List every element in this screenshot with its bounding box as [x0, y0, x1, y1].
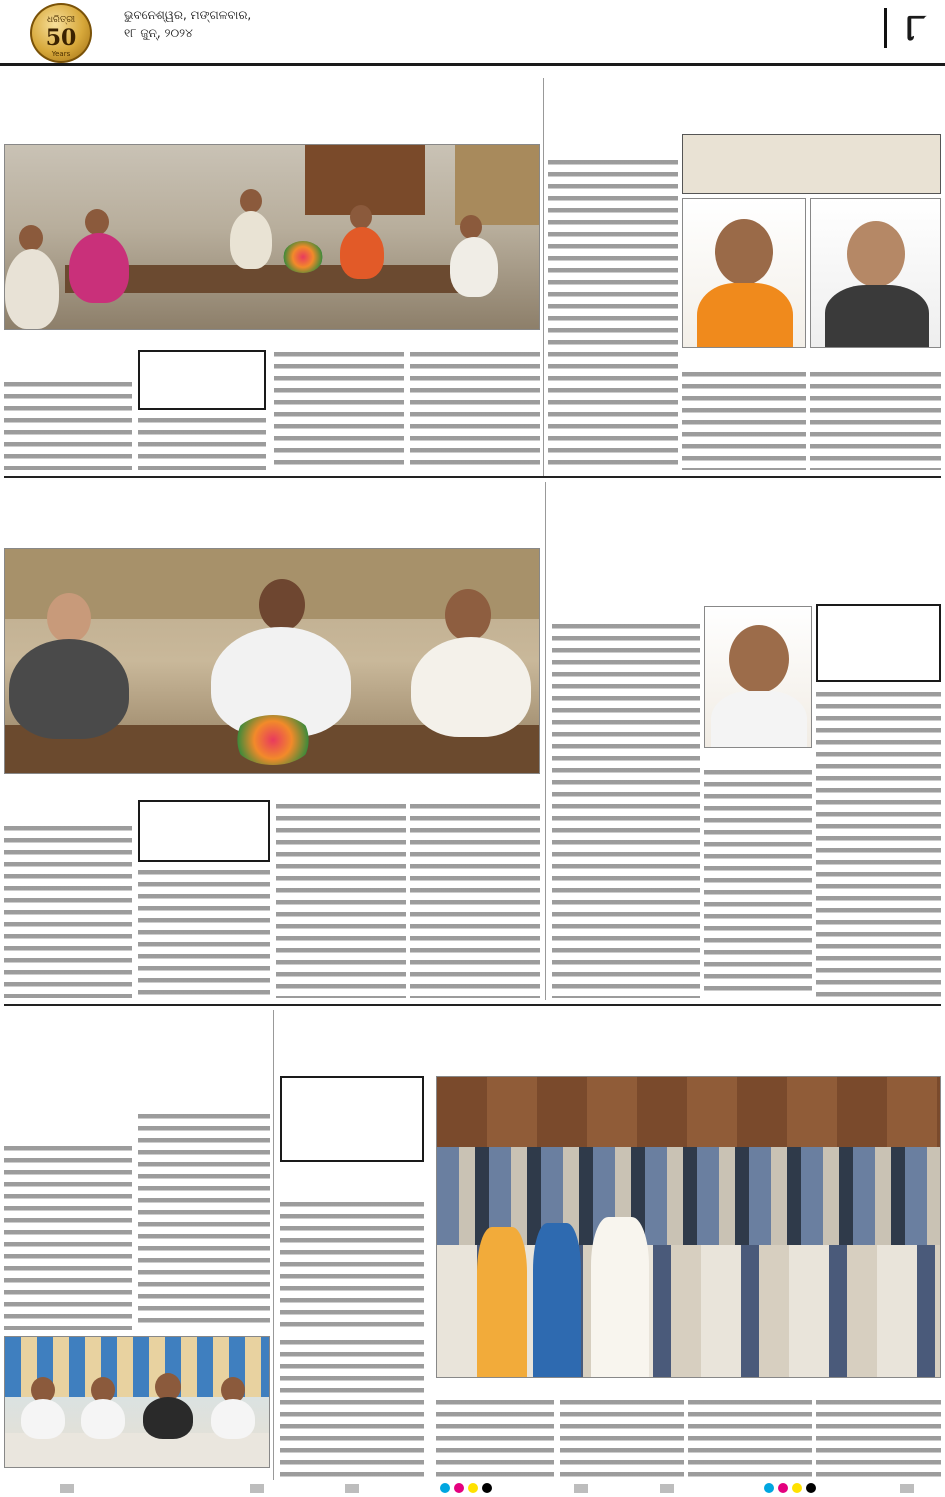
story-top-right-text-col-3 [810, 368, 941, 470]
dateline-place-day: ଭୁବନେଶ୍ୱର, ମଙ୍ଗଳବାର, [124, 8, 252, 22]
person-body [143, 1397, 193, 1439]
person-body [5, 249, 59, 329]
registration-dot-yellow [792, 1483, 802, 1493]
masthead [0, 0, 945, 66]
story-top-right-text-col-1 [548, 156, 678, 470]
person-head [85, 209, 109, 235]
story-mid-left-text-col-4 [410, 800, 540, 998]
section-divider [4, 476, 941, 478]
person-body [211, 1399, 255, 1439]
person-name-right [810, 351, 941, 363]
story-mid-left-caption [60, 777, 540, 789]
page-number: ୮ [906, 5, 926, 49]
dateline [124, 6, 284, 42]
story-bottom-right-text-col-2 [436, 1396, 554, 1478]
badge-sub: Years [51, 50, 71, 58]
story-bottom-left-byline [4, 1110, 132, 1138]
story-bottom-left-text-col-2 [138, 1110, 270, 1330]
story-top-left-text-col-3 [274, 348, 404, 470]
story-mid-left-photo [4, 548, 540, 774]
registration-dot-magenta [454, 1483, 464, 1493]
person-body [411, 637, 531, 737]
story-top-left-text-col-1 [4, 378, 132, 470]
page-number-divider [884, 8, 887, 48]
story-top-left-headline [4, 84, 542, 140]
person-head [847, 221, 905, 287]
story-bottom-left-photo [4, 1336, 270, 1468]
person-head [240, 189, 262, 213]
story-bottom-left-text-col-1 [4, 1142, 132, 1330]
registration-bar [574, 1484, 588, 1493]
story-bottom-right-text-col-4 [688, 1396, 812, 1478]
flower-bouquet [283, 241, 323, 273]
person-head [350, 205, 372, 229]
story-bottom-right-text-col-5 [816, 1396, 941, 1478]
person-photo-left [682, 198, 806, 348]
person-head [715, 219, 773, 285]
person-name-center [704, 751, 812, 763]
person-head [47, 593, 91, 643]
dateline-date: ୧୮ ଜୁନ୍, ୨୦୨୪ [124, 26, 193, 40]
flower-bouquet [233, 715, 313, 765]
person-body [9, 639, 129, 739]
person-name-left [682, 351, 806, 363]
badge-number: 50 [45, 25, 77, 51]
person-photo-center [704, 606, 812, 748]
registration-dot-black [482, 1483, 492, 1493]
person-body [81, 1399, 125, 1439]
story-mid-right-quote-box [816, 604, 941, 682]
column-divider [543, 78, 544, 478]
story-mid-right-text-col-2 [704, 766, 812, 998]
story-bottom-right-photo [436, 1076, 941, 1378]
story-mid-right-text-col-3 [816, 688, 941, 998]
story-bottom-right-byline [280, 1166, 424, 1194]
person-head [19, 225, 43, 251]
story-top-right-headline [548, 84, 941, 140]
story-top-left-byline [4, 348, 132, 374]
person-head [259, 579, 305, 631]
person-body [340, 227, 384, 279]
story-mid-right-headline [552, 486, 941, 590]
story-top-left-caption [120, 333, 540, 345]
story-top-left-text-col-2 [138, 414, 266, 470]
story-top-right-text-col-2 [682, 368, 806, 470]
section-title [680, 4, 880, 52]
person-body [21, 1399, 65, 1439]
column-divider [273, 1010, 274, 1480]
person-head [729, 625, 789, 693]
person-body [450, 237, 498, 297]
story-mid-left-headline [4, 484, 542, 544]
registration-dot-yellow [468, 1483, 478, 1493]
story-top-left-photo [4, 144, 540, 330]
story-mid-left-subhead-box [138, 800, 270, 862]
story-mid-left-text-col-1 [4, 822, 132, 998]
registration-bar [60, 1484, 74, 1493]
story-top-right-byline [548, 138, 678, 152]
registration-dot-magenta [778, 1483, 788, 1493]
story-top-left-subhead-box [138, 350, 266, 410]
story-bottom-right-headline [278, 1012, 941, 1072]
story-bottom-right-text-col-6 [280, 1336, 424, 1478]
registration-dot-black [806, 1483, 816, 1493]
story-bottom-left-caption [4, 1470, 270, 1482]
person-body [69, 233, 129, 303]
person-photo-right [810, 198, 941, 348]
story-bottom-right-text-col-1 [280, 1198, 424, 1330]
registration-bar [660, 1484, 674, 1493]
person-head [445, 589, 491, 641]
anniversary-badge [30, 3, 92, 63]
story-mid-right-text-col-1 [552, 620, 700, 998]
story-bottom-right-subhead-box [280, 1076, 424, 1162]
story-bottom-right-text-col-3 [560, 1396, 684, 1478]
story-bottom-right-caption [436, 1381, 941, 1393]
registration-dot-cyan [764, 1483, 774, 1493]
person-body [591, 1217, 649, 1378]
story-mid-left-text-col-3 [276, 800, 406, 998]
story-mid-left-byline [4, 803, 132, 817]
column-divider [545, 482, 546, 1000]
wall-panel [455, 145, 540, 225]
story-mid-right-byline [552, 602, 700, 616]
person-body [825, 285, 929, 348]
story-top-left-text-col-4 [410, 348, 540, 470]
section-divider [4, 1004, 941, 1006]
registration-bar [250, 1484, 264, 1493]
story-mid-left-text-col-2 [138, 866, 270, 998]
person-body [711, 691, 807, 748]
person-head [460, 215, 482, 239]
registration-dot-cyan [440, 1483, 450, 1493]
story-top-right-subhead [682, 134, 941, 194]
wall-art [305, 145, 425, 215]
person-body [697, 283, 793, 348]
person-body [230, 211, 272, 269]
person-body [533, 1223, 581, 1378]
registration-bar [900, 1484, 914, 1493]
person-body [477, 1227, 527, 1378]
registration-bar [345, 1484, 359, 1493]
badge-title: ଧରିତ୍ରୀ [46, 15, 76, 25]
story-bottom-left-headline [4, 1012, 272, 1106]
